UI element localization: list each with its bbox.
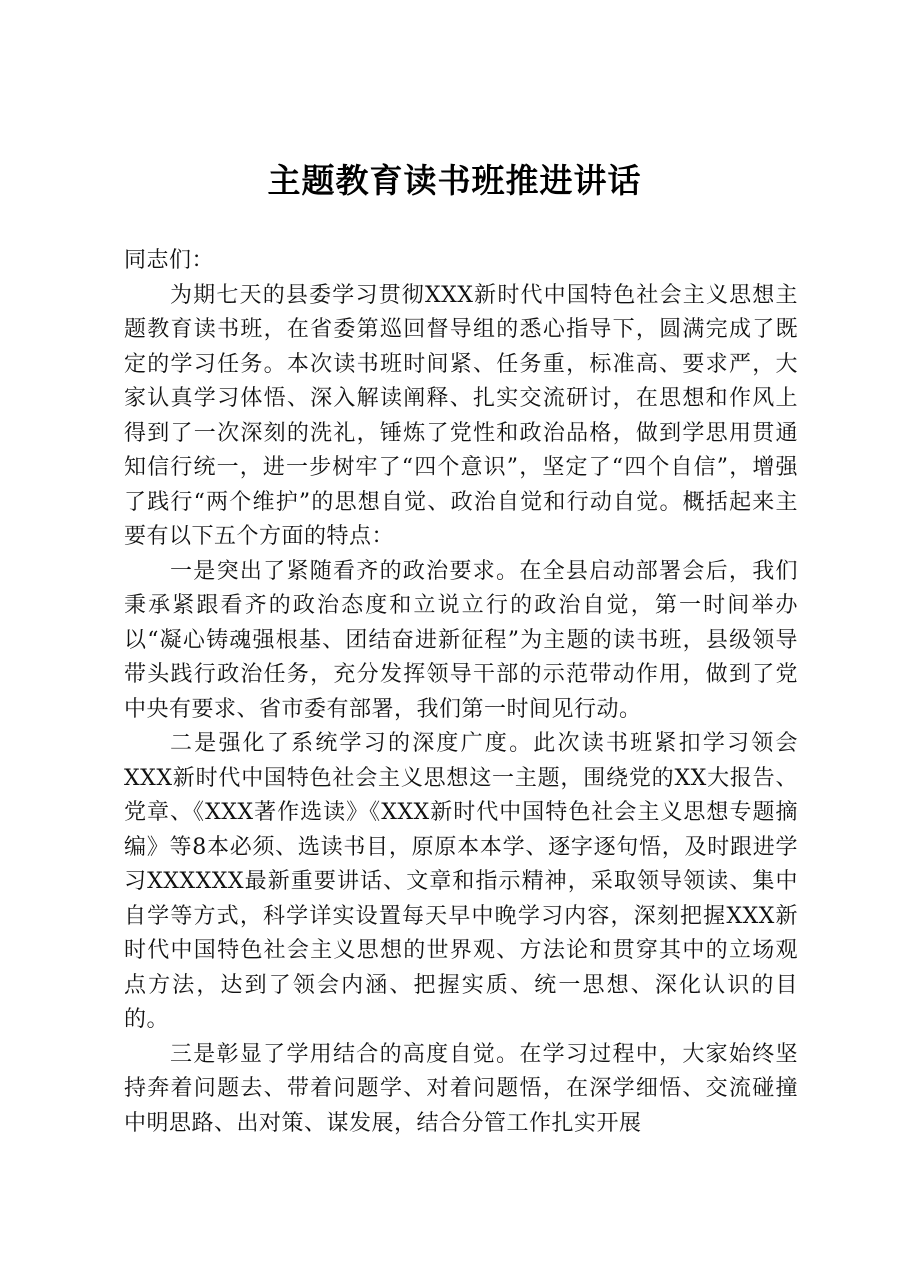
paragraph-intro: 为期七天的县委学习贯彻XXX新时代中国特色社会主义思想主题教育读书班，在省委第巡回督导组的悉心指导下，圆满完成了既定的学习任务。本次读书班时间紧、任务重，标准高、要求严，大家认真学习体悟、深入解读阐释、扎实交流研讨，在思想和作风上得到了一次深刻的洗礼，锤炼了党性和政治品格，做到学思用贯通知信行统一，进一步树牢了“四个意识”，坚定了“四个自信”，增强了践行“两个维护”的思想自觉、政治自觉和行动自觉。概括起来主要有以下五个方面的特点： [124,282,798,549]
paragraph-point-three: 三是彰显了学用结合的高度自觉。在学习过程中，大家始终坚持奔着问题去、带着问题学、对着问题悟，在深学细悟、交流碰撞中明思路、出对策、谋发展，结合分管工作扎实开展 [124,1041,798,1136]
salutation: 同志们： [124,248,215,273]
document-body [124,244,798,1141]
paragraph-point-two: 二是强化了系统学习的深度广度。此次读书班紧扣学习领会XXX新时代中国特色社会主义思想这一主题，围绕党的XX大报告、党章、《XXX著作选读》《XXX新时代中国特色社会主义思想专题摘编》等8本必须、选读书目，原原本本学、逐字逐句悟，及时跟进学习XXXXXX最新重要讲话、文章和指示精神，采取领导领读、集中自学等方式，科学详实设置每天早中晚学习内容，深刻把握XXX新时代中国特色社会主义思想的世界观、方法论和贯穿其中的立场观点方法，达到了领会内涵、把握实质、统一思想、深化认识的目的。 [124,731,798,1032]
document-title: 主题教育读书班推进讲话 [267,161,642,200]
paragraph-point-one: 一是突出了紧随看齐的政治要求。在全县启动部署会后，我们秉承紧跟看齐的政治态度和立说立行的政治自觉，第一时间举办以“凝心铸魂强根基、团结奋进新征程”为主题的读书班，县级领导带头践行政治任务，充分发挥领导干部的示范带动作用，做到了党中央有要求、省市委有部署，我们第一时间见行动。 [124,558,798,722]
